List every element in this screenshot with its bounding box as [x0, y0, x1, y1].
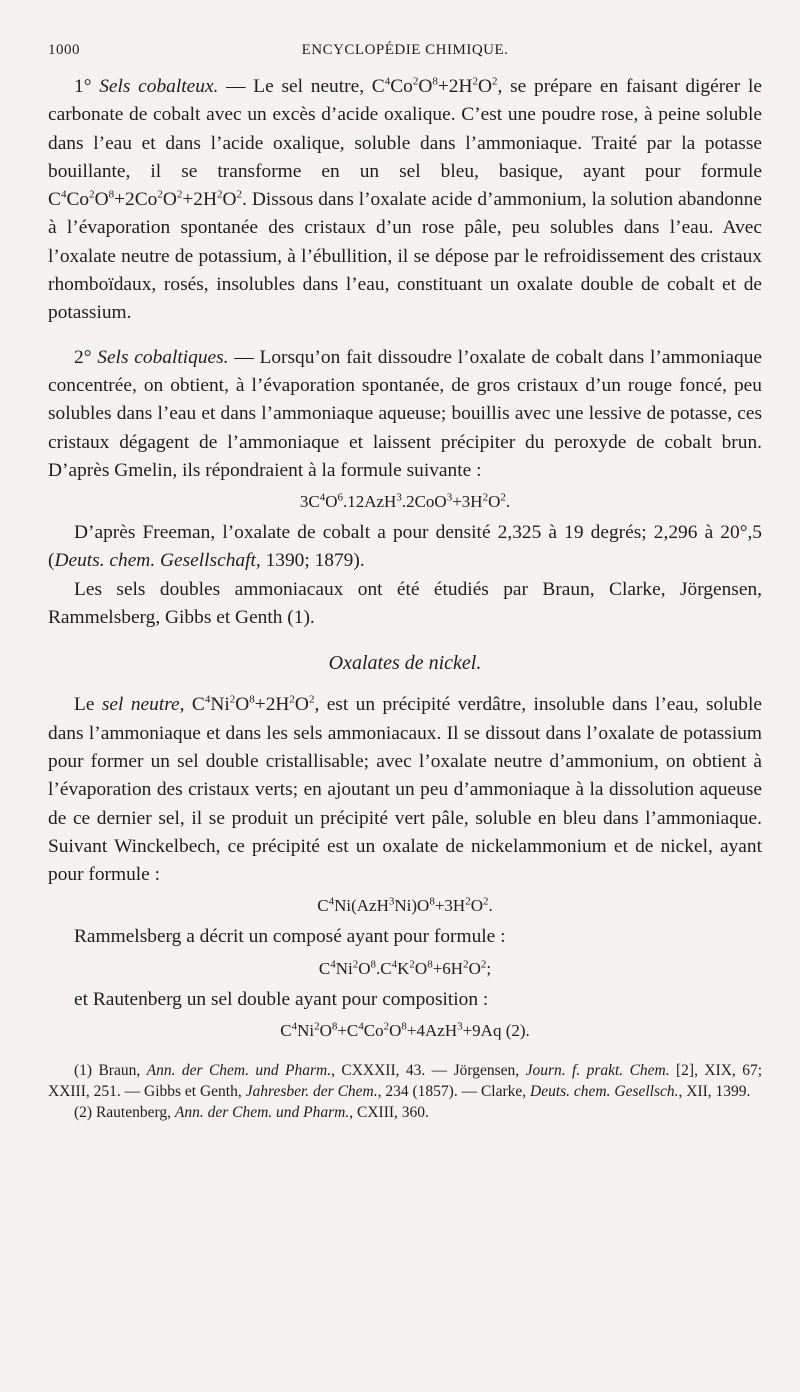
paragraph-text: — Le sel neutre, — [218, 76, 372, 97]
footnotes — [48, 1060, 762, 1123]
paragraph-text: — Lorsqu’on fait dissoudre l’oxalate de cobalt dans l’ammoniaque concentrée, on obtient, à l’évaporation spontanée, de gros cristaux d’un rouge foncé, peu solubles dans l’eau et dans l’ammoniaque aqueuse; bouillis avec une lessive de potasse, ces cristaux dégagent de l’ammoniaque et laissent précipiter du peroxyde de cobalt brun. D’après Gmelin, ils répondraient à la formule suivante : — [48, 346, 762, 481]
paragraph-text: 1390; 1879). — [260, 550, 365, 572]
footnote-2: (2) Rautenberg, Ann. der Chem. und Pharm., CXIII, 360. — [74, 1104, 429, 1122]
paragraph-text: , est un précipité verdâtre, insoluble dans l’eau, soluble dans l’ammoniaque et dans les sels ammoniacaux. Il se dissout dans l’oxalate de potassium pour former un sel double cristallisable; avec l’oxalate neutre d’ammonium, on obtient à l’évaporation des cristaux verts; en ajoutant un peu d’ammoniaque à la dissolution aqueuse de ce dernier sel, il se produit un précipité vert pâle, soluble en bleu dans l’ammoniaque. Suivant Winckelbech, ce précipité est un oxalate de nickelammonium et de nickel, ayant pour formule : — [48, 694, 762, 886]
paragraph-cobaltic — [48, 344, 762, 485]
paragraph-text: . Dissous dans l’oxalate acide d’ammonium, la solution abandonne à l’évaporation spontanée des cristaux d’un rose pâle, peu solubles dans l’eau. Avec l’oxalate neutre de potassium, à l’ébullition, il se dépose par le refroidissement des cristaux rhomboïdaux, rosés, insolubles dans l’eau, constituant un oxalate double de cobalt et de potassium. — [48, 189, 762, 324]
formula-inline: $C^4Co^2O^8+2Co^2O^2+2H^2O^2$ — [48, 188, 243, 211]
paragraph-text: Le — [74, 694, 102, 716]
paragraph-freeman — [48, 519, 762, 576]
spacer — [48, 328, 762, 344]
paragraph-text: D’après Freeman, l’oxalate de cobalt a pour densité 2,325 à 19 degrés; 2,296 à 20°,5 ( — [48, 522, 762, 572]
paragraph-text: , se prépare en faisant digérer le carbonate de cobalt avec un excès d’acide oxalique. C’est une poudre rose, à peine soluble dans l’eau et dans l’acide oxalique, soluble dans l’ammoniaque. Traité par la potasse bouillante, il se transforme en un sel bleu, basique, ayant pour formule — [48, 76, 762, 182]
section-number: 2° — [74, 346, 92, 368]
paragraph-cobaltous — [48, 73, 762, 328]
section-title: Sels cobaltiques. — [97, 346, 229, 368]
formula-rautenberg: $C^4Ni^2O^8+C^4Co^2O^8+4AzH^3+9Aq$ (2). — [280, 1020, 530, 1041]
formula-rammelsberg: $C^4Ni^2O^8.C^4K^2O^8+6H^2O^2$; — [318, 958, 492, 978]
formula-winckelbech: $C^4Ni(AzH^3Ni)O^8+3H^2O^2$. — [317, 895, 493, 916]
paragraph-double-salts: Les sels doubles ammoniacaux ont été étudiés par Braun, Clarke, Jörgensen, Rammelsberg, Gibbs et Genth (1). — [48, 578, 762, 629]
paragraph-rautenberg: et Rautenberg un sel double ayant pour composition : — [74, 988, 489, 1010]
page-number: 1000 — [48, 42, 80, 58]
section-number: 1° — [74, 76, 92, 97]
formula-gmelin: $3C^4O^6.12AzH^3.2CoO^3+3H^2O^2$. — [299, 491, 511, 512]
paragraph-rammelsberg: Rammelsberg a décrit un composé ayant pour formule : — [74, 926, 506, 948]
section-heading-nickel: Oxalates de nickel. — [328, 652, 482, 675]
section-title: Sels cobalteux. — [99, 76, 219, 97]
section-title: sel neutre, — [101, 694, 185, 716]
footnote-1: (1) Braun, Ann. der Chem. und Pharm., CXXXII, 43. — Jörgensen, Journ. f. prakt. Chem. [2], XIX, 67; XXIII, 251. — Gibbs et Genth, Jahresber. der Chem., 234 (1857). — Clarke, Deuts. chem. Gesellsch., XII, 1399. — [48, 1062, 763, 1101]
formula-inline: $C^4Ni^2O^8+2H^2O^2$ — [184, 693, 315, 716]
paragraph-nickel — [48, 691, 762, 889]
citation: Deuts. chem. Gesellschaft, — [54, 550, 261, 572]
running-head — [48, 42, 762, 59]
running-title: ENCYCLOPÉDIE CHIMIQUE. — [301, 42, 509, 58]
formula-inline: $C^4Co^2O^8+2H^2O^2$ — [371, 75, 498, 97]
